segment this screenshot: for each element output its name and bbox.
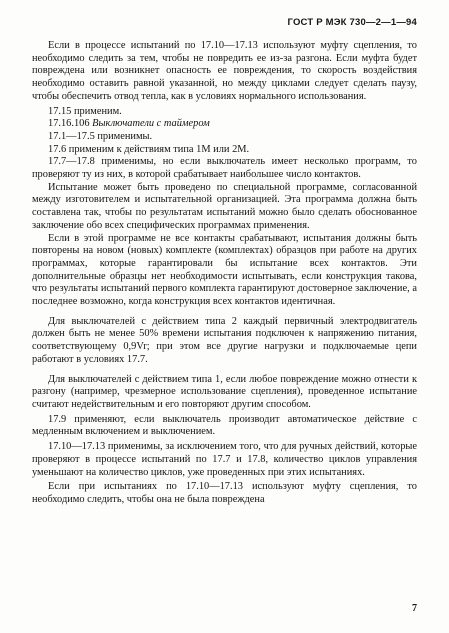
section-heading-timer-switches	[32, 118, 417, 131]
paragraph-17-10-17-13: 17.10—17.13 применимы, за исключением того, что для ручных действий, которые проверяют в процессе испытаний по 17.7 и 17.8, количество циклов управления уменьшают на количество циклов, уже проведенных при этих испытаниях.	[32, 441, 417, 478]
paragraph-special-program: Испытание может быть проведено по специальной программе, согласованной между изготовителем и испытательной организацией. Эта программа должна быть составлена так, чтобы по результатам испытаний можно было сделать обоснованное заключение обо всех специфических программах применения.	[32, 181, 417, 231]
standard-header: ГОСТ Р МЭК 730—2—1—94	[287, 17, 417, 28]
paragraph-repeat-tests: Если в этой программе не все контакты срабатывают, испытания должны быть повторены на новом (новых) комплекте (комплектах) образцов при работе на других программах, которые гарантировали бы испытание всех контактов. Эти дополнительные образцы нет необходимости испытывать, если конструкция такова, что результаты испытаний первого комплекта гарантируют достоверное заключение, а последнее возможно, когда конструкция всех контактов идентичная.	[32, 232, 417, 308]
page-number: 7	[412, 603, 417, 614]
paragraph-type-1-action: Для выключателей с действием типа 1, если любое повреждение можно отнести к разгону (например, чрезмерное использование сцепления), проведенное испытание считают недействительным и его повторяют другим способом.	[32, 373, 417, 410]
paragraph-clutch-continued: Если при испытаниях по 17.10—17.13 используют муфту сцепления, то необходимо следить, чтобы она не была повреждена	[32, 481, 417, 505]
paragraph-17-6: 17.6 применим к действиям типа 1М или 2М.	[48, 143, 250, 155]
paragraph-clutch-damage: Если в процессе испытаний по 17.10—17.13 используют муфту сцепления, то необходимо следить за тем, чтобы не повредить ее из-за разгона. Если муфта будет повреждена или возникнет опасность ее повреждения, то скорость воздействия необходимо оставить равной указанной, но между циклами следует сделать паузу, чтобы обеспечить отвод тепла, как в условиях нормального использования.	[32, 40, 417, 102]
paragraph-17-15: 17.15 применим.	[48, 105, 122, 117]
paragraph-17-7-17-8: 17.7—17.8 применимы, но если выключатель имеет несколько программ, то проверяют ту из них, в которой срабатывает наибольшее число контактов.	[32, 156, 417, 181]
section-number: 17.16.106	[48, 118, 90, 130]
paragraph-17-1-17-5: 17.1—17.5 применимы.	[48, 130, 153, 142]
section-title: Выключатели с таймером	[92, 118, 210, 130]
body-text	[32, 40, 417, 507]
paragraph-type-2-action: Для выключателей с действием типа 2 каждый первичный электродвигатель должен быть не менее 50% времени испытания подключен к напряжению питания, соответствующему 0,9Vr; при этом все другие нагрузки и подключаемые цепи работают в условиях 17.7.	[32, 315, 417, 365]
paragraph-17-9: 17.9 применяют, если выключатель производит автоматическое действие с медленным включением и выключением.	[32, 413, 417, 438]
